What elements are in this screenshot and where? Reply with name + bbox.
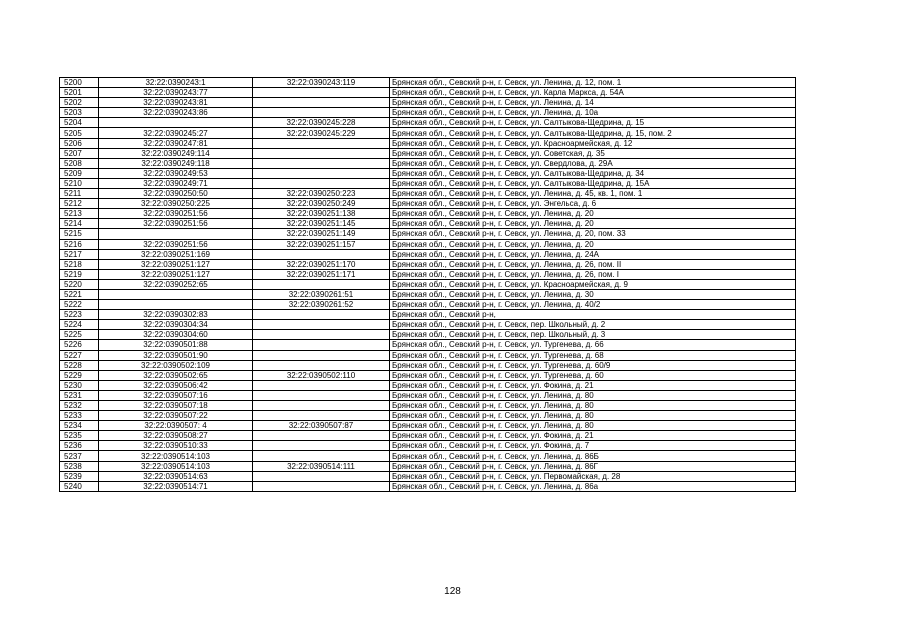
related-cadastral-number-cell: 32:22:0390245:229 xyxy=(253,128,390,138)
table-row xyxy=(60,340,796,350)
cadastral-number-cell: 32:22:0390243:86 xyxy=(99,108,253,118)
address-cell: Брянская обл., Севский р-н, г. Севск, ул. Ленина, д. 12, пом. 1 xyxy=(390,78,796,88)
row-number-cell: 5225 xyxy=(60,330,99,340)
row-number-cell: 5214 xyxy=(60,219,99,229)
address-cell: Брянская обл., Севский р-н, г. Севск, ул. Ленина, д. 10а xyxy=(390,108,796,118)
related-cadastral-number-cell xyxy=(253,249,390,259)
address-cell: Брянская обл., Севский р-н, г. Севск, ул. Фокина, д. 21 xyxy=(390,380,796,390)
table-row xyxy=(60,390,796,400)
cadastral-table xyxy=(59,77,796,492)
cadastral-number-cell: 32:22:0390514:103 xyxy=(99,461,253,471)
row-number-cell: 5238 xyxy=(60,461,99,471)
cadastral-number-cell: 32:22:0390250:225 xyxy=(99,199,253,209)
row-number-cell: 5212 xyxy=(60,199,99,209)
address-cell: Брянская обл., Севский р-н, г. Севск, ул. Ленина, д. 20, пом. 33 xyxy=(390,229,796,239)
address-cell: Брянская обл., Севский р-н, г. Севск, ул. Ленина, д. 80 xyxy=(390,390,796,400)
row-number-cell: 5220 xyxy=(60,279,99,289)
table-row xyxy=(60,421,796,431)
cadastral-number-cell: 32:22:0390502:65 xyxy=(99,370,253,380)
address-cell: Брянская обл., Севский р-н, г. Севск, ул. Ленина, д. 40/2 xyxy=(390,300,796,310)
table-row xyxy=(60,249,796,259)
row-number-cell: 5228 xyxy=(60,360,99,370)
related-cadastral-number-cell: 32:22:0390251:171 xyxy=(253,269,390,279)
address-cell: Брянская обл., Севский р-н, г. Севск, ул. Первомайская, д. 28 xyxy=(390,471,796,481)
related-cadastral-number-cell: 32:22:0390251:138 xyxy=(253,209,390,219)
cadastral-number-cell: 32:22:0390251:127 xyxy=(99,259,253,269)
table-row xyxy=(60,370,796,380)
address-cell: Брянская обл., Севский р-н, г. Севск, пер. Школьный, д. 3 xyxy=(390,330,796,340)
row-number-cell: 5236 xyxy=(60,441,99,451)
table-row xyxy=(60,168,796,178)
related-cadastral-number-cell xyxy=(253,340,390,350)
related-cadastral-number-cell: 32:22:0390250:249 xyxy=(253,199,390,209)
related-cadastral-number-cell: 32:22:0390245:228 xyxy=(253,118,390,128)
row-number-cell: 5208 xyxy=(60,158,99,168)
table-row xyxy=(60,148,796,158)
address-cell: Брянская обл., Севский р-н, г. Севск, ул. Ленина, д. 20 xyxy=(390,239,796,249)
related-cadastral-number-cell: 32:22:0390261:52 xyxy=(253,300,390,310)
address-cell: Брянская обл., Севский р-н, г. Севск, ул. Фокина, д. 21 xyxy=(390,431,796,441)
row-number-cell: 5215 xyxy=(60,229,99,239)
related-cadastral-number-cell xyxy=(253,390,390,400)
address-cell: Брянская обл., Севский р-н, г. Севск, ул. Ленина, д. 26, пом. I xyxy=(390,269,796,279)
row-number-cell: 5222 xyxy=(60,300,99,310)
cadastral-number-cell: 32:22:0390243:77 xyxy=(99,88,253,98)
row-number-cell: 5207 xyxy=(60,148,99,158)
table-row xyxy=(60,401,796,411)
table-row xyxy=(60,350,796,360)
row-number-cell: 5223 xyxy=(60,310,99,320)
address-cell: Брянская обл., Севский р-н, г. Севск, ул. Ленина, д. 14 xyxy=(390,98,796,108)
cadastral-number-cell xyxy=(99,118,253,128)
cadastral-number-cell: 32:22:0390507:16 xyxy=(99,390,253,400)
cadastral-number-cell: 32:22:0390249:118 xyxy=(99,158,253,168)
cadastral-number-cell xyxy=(99,229,253,239)
address-cell: Брянская обл., Севский р-н, г. Севск, пер. Школьный, д. 2 xyxy=(390,320,796,330)
row-number-cell: 5229 xyxy=(60,370,99,380)
table-row xyxy=(60,219,796,229)
address-cell: Брянская обл., Севский р-н, г. Севск, ул. Ленина, д. 24А xyxy=(390,249,796,259)
row-number-cell: 5224 xyxy=(60,320,99,330)
related-cadastral-number-cell xyxy=(253,178,390,188)
row-number-cell: 5240 xyxy=(60,481,99,491)
related-cadastral-number-cell xyxy=(253,401,390,411)
related-cadastral-number-cell xyxy=(253,279,390,289)
cadastral-number-cell: 32:22:0390251:56 xyxy=(99,209,253,219)
row-number-cell: 5209 xyxy=(60,168,99,178)
page-number: 128 xyxy=(444,586,461,597)
cadastral-number-cell: 32:22:0390510:33 xyxy=(99,441,253,451)
related-cadastral-number-cell: 32:22:0390251:170 xyxy=(253,259,390,269)
table-row xyxy=(60,451,796,461)
related-cadastral-number-cell xyxy=(253,158,390,168)
row-number-cell: 5216 xyxy=(60,239,99,249)
table-row xyxy=(60,279,796,289)
row-number-cell: 5239 xyxy=(60,471,99,481)
row-number-cell: 5205 xyxy=(60,128,99,138)
table-row xyxy=(60,189,796,199)
address-cell: Брянская обл., Севский р-н, г. Севск, ул. Ленина, д. 30 xyxy=(390,289,796,299)
address-cell: Брянская обл., Севский р-н, г. Севск, ул. Салтыкова-Щедрина, д. 15, пом. 2 xyxy=(390,128,796,138)
related-cadastral-number-cell xyxy=(253,168,390,178)
related-cadastral-number-cell xyxy=(253,310,390,320)
cadastral-number-cell: 32:22:0390514:71 xyxy=(99,481,253,491)
table-row xyxy=(60,471,796,481)
cadastral-number-cell: 32:22:0390252:65 xyxy=(99,279,253,289)
table-row xyxy=(60,98,796,108)
cadastral-number-cell: 32:22:0390249:71 xyxy=(99,178,253,188)
table-row xyxy=(60,199,796,209)
address-cell: Брянская обл., Севский р-н, г. Севск, ул. Тургенева, д. 66 xyxy=(390,340,796,350)
address-cell: Брянская обл., Севский р-н, г. Севск, ул. Ленина, д. 80 xyxy=(390,401,796,411)
address-cell: Брянская обл., Севский р-н, г. Севск, ул. Энгельса, д. 6 xyxy=(390,199,796,209)
related-cadastral-number-cell xyxy=(253,320,390,330)
cadastral-number-cell: 32:22:0390304:60 xyxy=(99,330,253,340)
table-row xyxy=(60,289,796,299)
address-cell: Брянская обл., Севский р-н, г. Севск, ул. Ленина, д. 45, кв. 1, пом. 1 xyxy=(390,189,796,199)
address-cell: Брянская обл., Севский р-н, xyxy=(390,310,796,320)
related-cadastral-number-cell: 32:22:0390251:145 xyxy=(253,219,390,229)
row-number-cell: 5218 xyxy=(60,259,99,269)
related-cadastral-number-cell xyxy=(253,471,390,481)
table-row xyxy=(60,108,796,118)
row-number-cell: 5233 xyxy=(60,411,99,421)
related-cadastral-number-cell: 32:22:0390507:87 xyxy=(253,421,390,431)
table-row xyxy=(60,300,796,310)
row-number-cell: 5211 xyxy=(60,189,99,199)
address-cell: Брянская обл., Севский р-н, г. Севск, ул. Ленина, д. 86а xyxy=(390,481,796,491)
address-cell: Брянская обл., Севский р-н, г. Севск, ул. Салтыкова-Щедрина, д. 15 xyxy=(390,118,796,128)
table-row xyxy=(60,128,796,138)
related-cadastral-number-cell: 32:22:0390243:119 xyxy=(253,78,390,88)
cadastral-number-cell: 32:22:0390249:114 xyxy=(99,148,253,158)
row-number-cell: 5227 xyxy=(60,350,99,360)
row-number-cell: 5217 xyxy=(60,249,99,259)
table-row xyxy=(60,178,796,188)
row-number-cell: 5213 xyxy=(60,209,99,219)
table-row xyxy=(60,88,796,98)
row-number-cell: 5210 xyxy=(60,178,99,188)
cadastral-number-cell: 32:22:0390251:56 xyxy=(99,239,253,249)
address-cell: Брянская обл., Севский р-н, г. Севск, ул. Ленина, д. 80 xyxy=(390,411,796,421)
related-cadastral-number-cell xyxy=(253,88,390,98)
row-number-cell: 5226 xyxy=(60,340,99,350)
table-body xyxy=(60,78,796,492)
row-number-cell: 5237 xyxy=(60,451,99,461)
cadastral-number-cell: 32:22:0390507: 4 xyxy=(99,421,253,431)
row-number-cell: 5235 xyxy=(60,431,99,441)
related-cadastral-number-cell xyxy=(253,431,390,441)
related-cadastral-number-cell: 32:22:0390251:157 xyxy=(253,239,390,249)
row-number-cell: 5230 xyxy=(60,380,99,390)
related-cadastral-number-cell xyxy=(253,148,390,158)
address-cell: Брянская обл., Севский р-н, г. Севск, ул. Тургенева, д. 68 xyxy=(390,350,796,360)
related-cadastral-number-cell xyxy=(253,98,390,108)
related-cadastral-number-cell xyxy=(253,441,390,451)
row-number-cell: 5219 xyxy=(60,269,99,279)
address-cell: Брянская обл., Севский р-н, г. Севск, ул. Салтыкова-Щедрина, д. 15А xyxy=(390,178,796,188)
table-row xyxy=(60,431,796,441)
table-row xyxy=(60,461,796,471)
cadastral-number-cell: 32:22:0390304:34 xyxy=(99,320,253,330)
cadastral-number-cell: 32:22:0390514:103 xyxy=(99,451,253,461)
related-cadastral-number-cell xyxy=(253,451,390,461)
table-row xyxy=(60,158,796,168)
address-cell: Брянская обл., Севский р-н, г. Севск, ул. Красноармейская, д. 12 xyxy=(390,138,796,148)
address-cell: Брянская обл., Севский р-н, г. Севск, ул. Салтыкова-Щедрина, д. 34 xyxy=(390,168,796,178)
address-cell: Брянская обл., Севский р-н, г. Севск, ул. Красноармейская, д. 9 xyxy=(390,279,796,289)
related-cadastral-number-cell xyxy=(253,360,390,370)
cadastral-number-cell: 32:22:0390247:81 xyxy=(99,138,253,148)
row-number-cell: 5200 xyxy=(60,78,99,88)
cadastral-number-cell xyxy=(99,289,253,299)
cadastral-number-cell: 32:22:0390501:88 xyxy=(99,340,253,350)
related-cadastral-number-cell xyxy=(253,380,390,390)
address-cell: Брянская обл., Севский р-н, г. Севск, ул. Тургенева, д. 60 xyxy=(390,370,796,380)
address-cell: Брянская обл., Севский р-н, г. Севск, ул. Ленина, д. 80 xyxy=(390,421,796,431)
related-cadastral-number-cell: 32:22:0390514:111 xyxy=(253,461,390,471)
related-cadastral-number-cell xyxy=(253,411,390,421)
address-cell: Брянская обл., Севский р-н, г. Севск, ул. Ленина, д. 86Б xyxy=(390,451,796,461)
table-row xyxy=(60,269,796,279)
address-cell: Брянская обл., Севский р-н, г. Севск, ул. Карла Маркса, д. 54А xyxy=(390,88,796,98)
cadastral-number-cell: 32:22:0390249:53 xyxy=(99,168,253,178)
row-number-cell: 5231 xyxy=(60,390,99,400)
cadastral-number-cell: 32:22:0390507:22 xyxy=(99,411,253,421)
cadastral-number-cell xyxy=(99,300,253,310)
table-row xyxy=(60,320,796,330)
row-number-cell: 5201 xyxy=(60,88,99,98)
row-number-cell: 5206 xyxy=(60,138,99,148)
table-row xyxy=(60,380,796,390)
related-cadastral-number-cell xyxy=(253,350,390,360)
cadastral-number-cell: 32:22:0390251:127 xyxy=(99,269,253,279)
related-cadastral-number-cell: 32:22:0390502:110 xyxy=(253,370,390,380)
address-cell: Брянская обл., Севский р-н, г. Севск, ул. Ленина, д. 20 xyxy=(390,209,796,219)
address-cell: Брянская обл., Севский р-н, г. Севск, ул. Свердлова, д. 29А xyxy=(390,158,796,168)
table-row xyxy=(60,330,796,340)
address-cell: Брянская обл., Севский р-н, г. Севск, ул. Тургенева, д. 60/9 xyxy=(390,360,796,370)
address-cell: Брянская обл., Севский р-н, г. Севск, ул. Советская, д. 35 xyxy=(390,148,796,158)
table-row xyxy=(60,360,796,370)
row-number-cell: 5204 xyxy=(60,118,99,128)
related-cadastral-number-cell xyxy=(253,330,390,340)
related-cadastral-number-cell: 32:22:0390261:51 xyxy=(253,289,390,299)
cadastral-number-cell: 32:22:0390251:56 xyxy=(99,219,253,229)
cadastral-number-cell: 32:22:0390507:18 xyxy=(99,401,253,411)
address-cell: Брянская обл., Севский р-н, г. Севск, ул. Ленина, д. 86Г xyxy=(390,461,796,471)
row-number-cell: 5232 xyxy=(60,401,99,411)
table-row xyxy=(60,481,796,491)
row-number-cell: 5234 xyxy=(60,421,99,431)
cadastral-number-cell: 32:22:0390302:83 xyxy=(99,310,253,320)
related-cadastral-number-cell xyxy=(253,481,390,491)
table-row xyxy=(60,118,796,128)
table-row xyxy=(60,259,796,269)
cadastral-number-cell: 32:22:0390250:50 xyxy=(99,189,253,199)
related-cadastral-number-cell: 32:22:0390251:149 xyxy=(253,229,390,239)
cadastral-number-cell: 32:22:0390245:27 xyxy=(99,128,253,138)
address-cell: Брянская обл., Севский р-н, г. Севск, ул. Ленина, д. 20 xyxy=(390,219,796,229)
table-row xyxy=(60,209,796,219)
row-number-cell: 5202 xyxy=(60,98,99,108)
row-number-cell: 5203 xyxy=(60,108,99,118)
cadastral-number-cell: 32:22:0390508:27 xyxy=(99,431,253,441)
table-row xyxy=(60,310,796,320)
table-row xyxy=(60,239,796,249)
related-cadastral-number-cell: 32:22:0390250:223 xyxy=(253,189,390,199)
table-row xyxy=(60,411,796,421)
row-number-cell: 5221 xyxy=(60,289,99,299)
related-cadastral-number-cell xyxy=(253,138,390,148)
address-cell: Брянская обл., Севский р-н, г. Севск, ул. Фокина, д. 7 xyxy=(390,441,796,451)
cadastral-number-cell: 32:22:0390251:169 xyxy=(99,249,253,259)
cadastral-number-cell: 32:22:0390506:42 xyxy=(99,380,253,390)
related-cadastral-number-cell xyxy=(253,108,390,118)
table-row xyxy=(60,229,796,239)
cadastral-number-cell: 32:22:0390243:81 xyxy=(99,98,253,108)
table-row xyxy=(60,138,796,148)
cadastral-number-cell: 32:22:0390501:90 xyxy=(99,350,253,360)
table-row xyxy=(60,78,796,88)
cadastral-number-cell: 32:22:0390243:1 xyxy=(99,78,253,88)
address-cell: Брянская обл., Севский р-н, г. Севск, ул. Ленина, д. 26, пом. II xyxy=(390,259,796,269)
cadastral-number-cell: 32:22:0390514:63 xyxy=(99,471,253,481)
cadastral-number-cell: 32:22:0390502:109 xyxy=(99,360,253,370)
table-row xyxy=(60,441,796,451)
